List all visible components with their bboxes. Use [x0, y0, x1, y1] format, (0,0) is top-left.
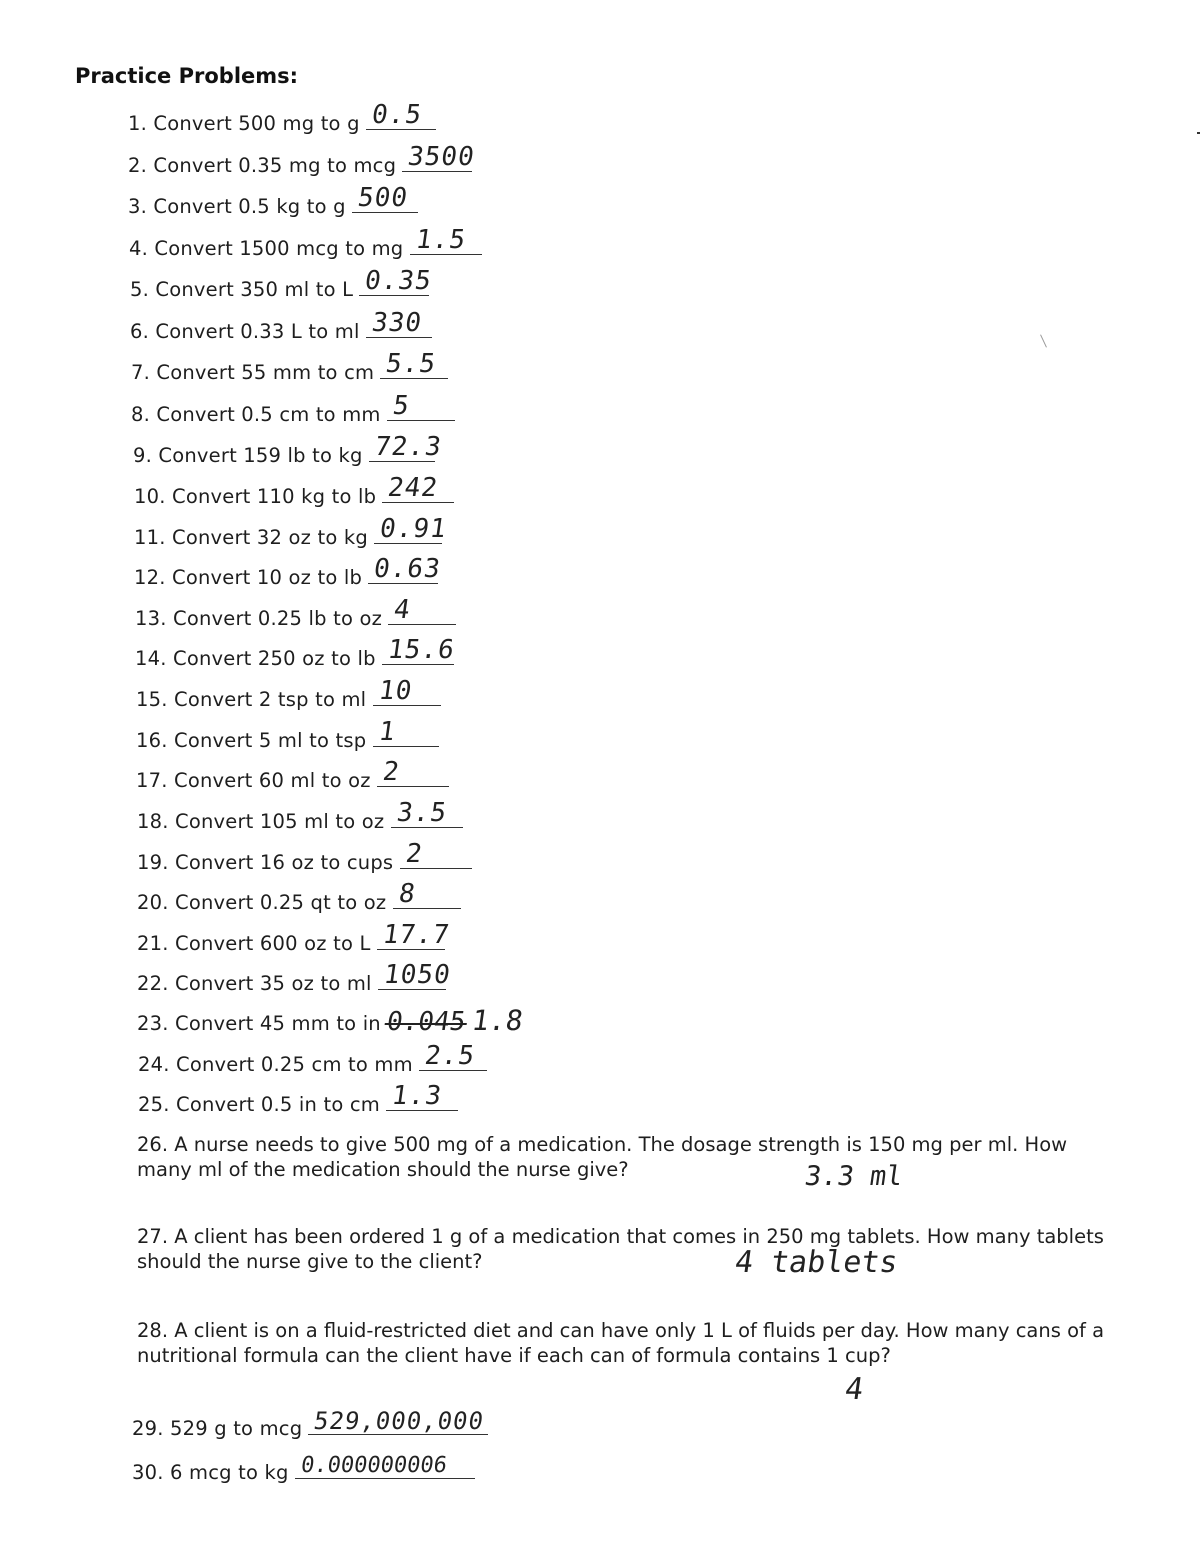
problem-20: [137, 879, 461, 914]
handwritten-answer-26: 3.3 ml: [802, 1161, 905, 1192]
handwritten-answer: 5: [390, 391, 412, 421]
problem-text: 12. Convert 10 oz to lb: [134, 566, 363, 589]
problem-text: 20. Convert 0.25 qt to oz: [137, 891, 387, 914]
answer-blank: [387, 391, 455, 421]
answer-blank: [400, 839, 472, 869]
answer-blank: [410, 225, 482, 255]
answer-blank: [377, 920, 452, 950]
handwritten-answer: 72.3: [372, 432, 444, 462]
problem-text: 29. 529 g to mcg: [132, 1417, 303, 1440]
problem-10: [134, 473, 454, 508]
handwritten-answer: 8: [396, 879, 418, 909]
answer-blank: [295, 1453, 475, 1479]
answer-blank: [388, 595, 456, 625]
problem-text: 2. Convert 0.35 mg to mcg: [128, 154, 397, 177]
answer-blank: [380, 349, 448, 379]
problem-1: [128, 100, 436, 135]
word-problem-text: 28. A client is on a fluid-restricted diet and can have only 1 L of fluids per day. How many cans of a nutritional formula can the client have if each can of formula contains 1 cup?: [137, 1319, 1105, 1367]
scan-mark: [1040, 334, 1047, 347]
word-problem-text: 26. A nurse needs to give 500 mg of a medication. The dosage strength is 150 mg per ml. How many ml of the medication should the nurse give?: [137, 1133, 1068, 1181]
word-problem-26: [137, 1132, 1127, 1182]
problem-3: [128, 183, 418, 218]
answer-blank: [373, 717, 439, 747]
answer-blank: [374, 514, 449, 544]
handwritten-answer: 0.000000006: [299, 1453, 449, 1478]
handwritten-answer: 1050: [381, 960, 453, 990]
handwritten-answer: 1.3: [390, 1081, 445, 1111]
problem-16: [136, 717, 439, 752]
handwritten-answer: 330: [369, 308, 424, 338]
problem-text: 18. Convert 105 ml to oz: [137, 810, 385, 833]
answer-blank: [391, 798, 463, 828]
answer-blank: [368, 554, 443, 584]
handwritten-answer: 3.5: [394, 798, 449, 828]
problem-text: 3. Convert 0.5 kg to g: [128, 195, 346, 218]
crossed-out-answer: 0.045: [384, 1007, 468, 1037]
handwritten-answer: 4: [392, 595, 414, 625]
problem-6: [130, 308, 432, 343]
problem-text: 19. Convert 16 oz to cups: [137, 851, 394, 874]
handwritten-answer: 17.7: [380, 920, 452, 950]
word-problem-text: 27. A client has been ordered 1 g of a medication that comes in 250 mg tablets. How many tablets should the nurse give to the client?: [137, 1225, 1104, 1273]
problem-12: [134, 554, 443, 589]
answer-blank: [308, 1407, 488, 1435]
handwritten-answer: 1: [376, 717, 398, 747]
problem-13: [135, 595, 456, 630]
problem-text: 11. Convert 32 oz to kg: [134, 526, 368, 549]
problem-22: [137, 960, 453, 995]
handwritten-answer: 500: [355, 183, 411, 213]
problem-29: [132, 1407, 488, 1440]
problem-text: 30. 6 mcg to kg: [132, 1461, 289, 1484]
problem-text: 25. Convert 0.5 in to cm: [138, 1093, 380, 1116]
handwritten-answer-27: 4 tablets: [732, 1245, 901, 1280]
problem-8: [131, 391, 455, 426]
problem-24: [138, 1041, 487, 1076]
problem-text: 10. Convert 110 kg to lb: [134, 485, 377, 508]
answer-blank: [378, 960, 453, 990]
handwritten-answer: 15.6: [385, 635, 457, 665]
handwritten-answer: 2: [403, 839, 425, 869]
problem-text: 8. Convert 0.5 cm to mm: [131, 403, 381, 426]
page-title: Practice Problems:: [75, 64, 299, 88]
answer-blank: [359, 266, 435, 296]
answer-blank: [366, 100, 436, 130]
problem-text: 6. Convert 0.33 L to ml: [130, 320, 360, 343]
handwritten-answer: 0.91: [378, 514, 449, 544]
problem-text: 24. Convert 0.25 cm to mm: [138, 1053, 413, 1076]
problem-text: 22. Convert 35 oz to ml: [137, 972, 372, 995]
problem-30: [132, 1453, 475, 1484]
problem-18: [137, 798, 463, 833]
problem-text: 5. Convert 350 ml to L: [130, 278, 354, 301]
problem-2: [128, 142, 478, 177]
problem-text: 13. Convert 0.25 lb to oz: [135, 607, 383, 630]
problem-text: 15. Convert 2 tsp to ml: [136, 688, 367, 711]
answer-blank: [377, 757, 449, 787]
handwritten-answer: 0.35: [363, 266, 435, 296]
answer-blank: [419, 1041, 487, 1071]
handwritten-answer: 529,000,000: [312, 1407, 487, 1435]
handwritten-answer: 1.8: [469, 1004, 525, 1037]
problem-text: 23. Convert 45 mm to in: [137, 1012, 381, 1035]
problem-text: 9. Convert 159 lb to kg: [133, 444, 363, 467]
problem-text: 1. Convert 500 mg to g: [128, 112, 360, 135]
answer-blank: [386, 1081, 458, 1111]
handwritten-answer: 2.5: [422, 1041, 478, 1071]
handwritten-answer: 0.63: [372, 554, 443, 584]
answer-blank: [402, 142, 478, 172]
handwritten-answer: 242: [386, 473, 441, 503]
problem-19: [137, 839, 472, 874]
answer-blank: [366, 308, 432, 338]
problem-text: 16. Convert 5 ml to tsp: [136, 729, 367, 752]
problem-text: 14. Convert 250 oz to lb: [135, 647, 376, 670]
problem-7: [131, 349, 448, 384]
problem-21: [137, 920, 452, 955]
handwritten-answer: 3500: [406, 142, 478, 172]
problem-25: [138, 1081, 458, 1116]
handwritten-answer: 2: [380, 757, 402, 787]
problem-text: 4. Convert 1500 mcg to mg: [129, 237, 404, 260]
answer-blank: [352, 183, 418, 213]
problem-4: [129, 225, 482, 260]
problem-text: 7. Convert 55 mm to cm: [131, 361, 375, 384]
problem-5: [130, 266, 435, 301]
problem-15: [136, 676, 441, 711]
answer-blank: [373, 676, 441, 706]
answer-blank: [382, 635, 457, 665]
handwritten-answer: 10: [376, 676, 414, 706]
problem-17: [136, 757, 449, 792]
problem-23: [137, 1004, 525, 1037]
answer-blank: [382, 473, 454, 503]
handwritten-answer-28: 4: [842, 1372, 866, 1407]
word-problem-27: [137, 1224, 1127, 1274]
problem-text: 21. Convert 600 oz to L: [137, 932, 371, 955]
word-problem-28: [137, 1318, 1127, 1368]
problem-14: [135, 635, 457, 670]
problem-text: 17. Convert 60 ml to oz: [136, 769, 371, 792]
problem-11: [134, 514, 449, 549]
answer-blank: [393, 879, 461, 909]
handwritten-answer: 5.5: [384, 349, 439, 379]
handwritten-answer: 0.5: [369, 100, 424, 130]
handwritten-answer: 1.5: [413, 225, 468, 255]
answer-blank: [369, 432, 444, 462]
problem-9: [133, 432, 444, 467]
